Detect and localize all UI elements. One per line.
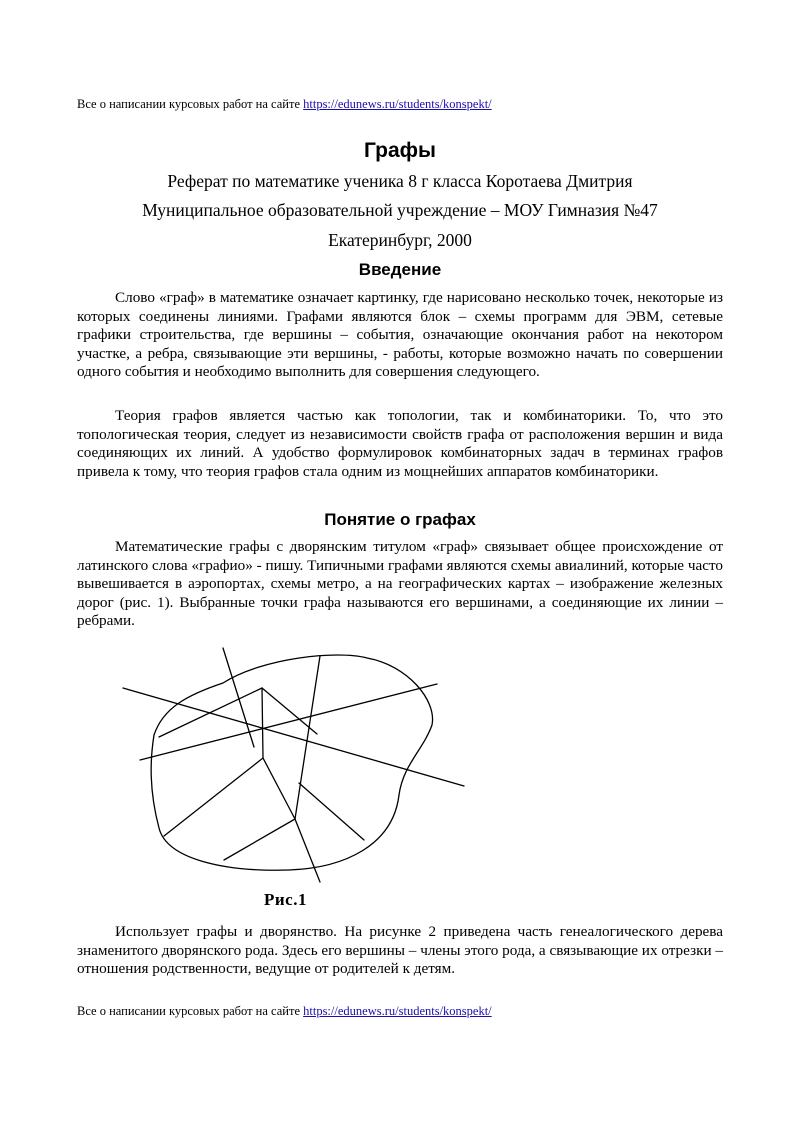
edge <box>159 688 262 737</box>
edge <box>123 688 464 786</box>
paragraph-concept-2: Использует графы и дворянство. На рисунке 2 приведена часть генеалогического дерева знаменитого дворянского рода. Здесь его вершины – члены этого рода, а связывающие их отрезки – отношения родственности, ведущие от родителей к детям. <box>77 923 723 978</box>
closed-curve <box>151 655 432 870</box>
footer-link[interactable]: https://edunews.ru/students/konspekt/ <box>303 1004 492 1018</box>
header-link[interactable]: https://edunews.ru/students/konspekt/ <box>303 97 492 111</box>
footer-text: Все о написании курсовых работ на сайте <box>77 1004 304 1018</box>
subtitle-author: Реферат по математике ученика 8 г класса Коротаева Дмитрия <box>167 171 633 191</box>
section-heading-concept: Понятие о графах <box>324 510 476 529</box>
page-footer <box>77 1004 492 1019</box>
paragraph-intro-2: Теория графов является частью как топологии, так и комбинаторики. То, что это топологическая теория, следует из независимости свойств графа от расположения вершин и вида соединяющих их линий. А удобство формулировок комбинаторных задач в терминах графов привела к тому, что теория графов стала одним из мощнейших аппаратов комбинаторики. <box>77 407 723 480</box>
paragraph-concept-1: Математические графы с дворянским титулом «граф» связывает общее происхождение от латинского слова «графио» - пишу. Типичными графами являются схемы авиалиний, которые часто вывешивается в аэропортах, схемы метро, а на географических картах – изображение железных дорог (рис. 1). Выбранные точки графа называются его вершинами, а соединяющие их линии – ребрами. <box>77 538 723 630</box>
edge <box>299 783 364 840</box>
edge <box>263 758 295 819</box>
edge <box>223 648 254 747</box>
paragraph-intro-1: Слово «граф» в математике означает картинку, где нарисовано несколько точек, некоторые из которых соединены линиями. Графами являются блок – схемы программ для ЭВМ, сетевые графики строительства, где вершины – события, означающие окончания работ на некотором участке, а ребра, связывающие эти вершины, - работы, которые возможно начать по совершении одного события и необходимо выполнить для совершения следующего. <box>77 289 723 381</box>
section-heading-intro: Введение <box>358 260 442 279</box>
figure-caption: Рис.1 <box>264 890 307 909</box>
edge <box>295 819 320 882</box>
graph-figure-1 <box>77 640 497 890</box>
edge <box>295 656 320 819</box>
subtitle-city-year: Екатеринбург, 2000 <box>328 230 472 250</box>
page-header <box>77 97 492 112</box>
edge <box>140 684 437 760</box>
document-title: Графы <box>364 139 436 162</box>
header-text: Все о написании курсовых работ на сайте <box>77 97 304 111</box>
edge <box>262 688 263 758</box>
edge <box>164 758 263 836</box>
subtitle-school: Муниципальное образовательной учреждение – МОУ Гимназия №47 <box>142 200 658 220</box>
edge <box>224 819 295 860</box>
